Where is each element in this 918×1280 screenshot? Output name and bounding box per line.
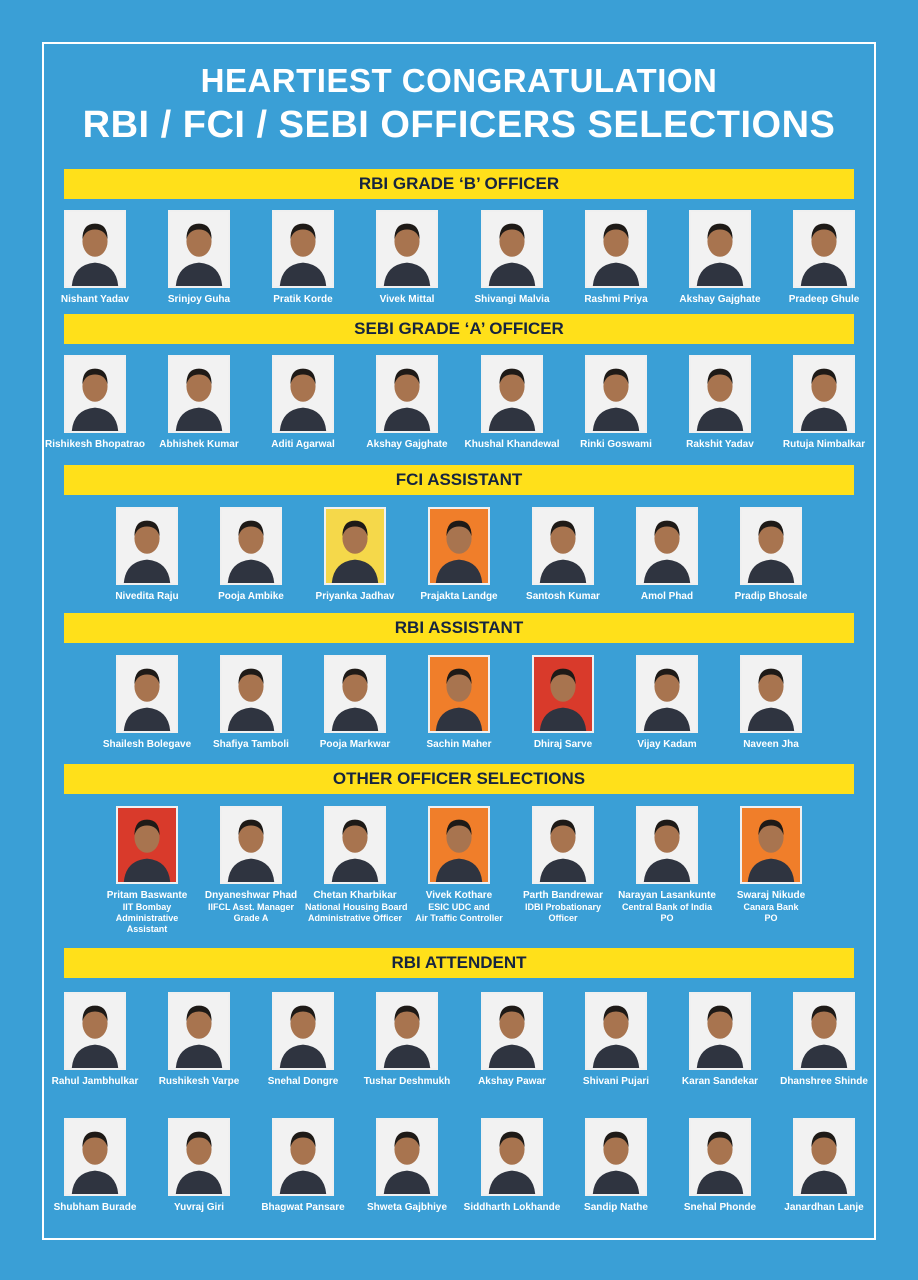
candidate-photo — [64, 355, 126, 433]
section-banner: SEBI GRADE ‘A’ OFFICER — [64, 314, 854, 344]
candidate-photo — [116, 507, 178, 585]
candidate-name: Akshay Pawar — [478, 1076, 546, 1087]
selected-candidate — [357, 1118, 457, 1214]
candidate-designation: Officer — [548, 913, 578, 923]
section-banner: FCI ASSISTANT — [64, 465, 854, 495]
candidate-photo — [116, 655, 178, 733]
candidate-name: Vivek Mittal — [379, 294, 435, 305]
candidate-photo — [689, 992, 751, 1070]
selected-candidate — [253, 992, 353, 1088]
candidate-name: Rishikesh Bhopatrao — [45, 439, 146, 450]
candidate-photo — [793, 355, 855, 433]
candidate-photo — [220, 806, 282, 884]
selected-candidate — [97, 655, 197, 751]
candidate-name: Shivangi Malvia — [474, 294, 550, 305]
candidate-name: Narayan Lasankunte — [618, 890, 716, 901]
selected-candidate — [45, 992, 145, 1088]
candidate-name: Pooja Ambike — [218, 591, 284, 602]
candidate-designation: Grade A — [233, 913, 269, 923]
selected-candidate — [462, 992, 562, 1088]
candidate-photo — [689, 355, 751, 433]
candidate-designation: Canara Bank — [743, 902, 799, 912]
selected-candidate — [721, 507, 821, 603]
candidate-name: Sachin Maher — [426, 739, 492, 750]
poster-subheading: RBI / FCI / SEBI OFFICERS SELECTIONS — [82, 104, 836, 146]
candidate-name: Nishant Yadav — [60, 294, 130, 305]
selected-candidate — [305, 507, 405, 603]
candidate-name: Shubham Burade — [53, 1202, 137, 1213]
candidate-photo — [636, 655, 698, 733]
candidate-photo — [168, 355, 230, 433]
candidate-designation: Assistant — [126, 924, 168, 934]
candidate-name: Pritam Baswante — [106, 890, 188, 901]
selected-candidate — [721, 655, 821, 751]
candidate-name: Parth Bandrewar — [522, 890, 604, 901]
candidate-name: Khushal Khandewal — [464, 439, 560, 450]
candidate-name: Bhagwat Pansare — [261, 1202, 345, 1213]
candidate-designation: ESIC UDC and — [428, 902, 490, 912]
candidate-photo — [168, 1118, 230, 1196]
selected-candidate — [409, 507, 509, 603]
candidate-photo — [376, 1118, 438, 1196]
selected-candidate — [774, 355, 874, 451]
candidate-photo — [64, 992, 126, 1070]
candidate-photo — [428, 507, 490, 585]
candidate-photo — [636, 507, 698, 585]
candidate-photo — [532, 507, 594, 585]
candidate-name: Shivani Pujari — [582, 1076, 650, 1087]
candidate-designation: Air Traffic Controller — [415, 913, 503, 923]
candidate-name: Swaraj Nikude — [736, 890, 806, 901]
candidate-photo — [272, 210, 334, 288]
selected-candidate — [45, 355, 145, 451]
candidate-name: Shailesh Bolegave — [102, 739, 192, 750]
selected-candidate — [774, 1118, 874, 1214]
selected-candidate — [721, 806, 821, 924]
candidate-photo — [376, 992, 438, 1070]
section-banner: RBI ATTENDENT — [64, 948, 854, 978]
candidate-photo — [532, 806, 594, 884]
candidate-designation: PO — [660, 913, 674, 923]
selected-candidate — [513, 806, 613, 924]
selected-candidate — [774, 992, 874, 1088]
candidate-photo — [272, 992, 334, 1070]
candidate-name: Snehal Dongre — [267, 1076, 339, 1087]
selected-candidate — [670, 1118, 770, 1214]
selected-candidate — [670, 210, 770, 306]
candidate-photo — [64, 210, 126, 288]
candidate-name: Shafiya Tamboli — [213, 739, 289, 750]
candidate-name: Akshay Gajghate — [366, 439, 448, 450]
candidate-photo — [636, 806, 698, 884]
candidate-designation: Central Bank of India — [621, 902, 712, 912]
candidate-designation: IDBI Probationary — [524, 902, 601, 912]
candidate-photo — [481, 1118, 543, 1196]
candidate-photo — [428, 655, 490, 733]
candidate-photo — [428, 806, 490, 884]
selected-candidate — [617, 655, 717, 751]
candidate-designation: PO — [764, 913, 778, 923]
section-banner: RBI ASSISTANT — [64, 613, 854, 643]
candidate-photo — [793, 210, 855, 288]
candidate-photo — [168, 992, 230, 1070]
candidate-photo — [585, 355, 647, 433]
selected-candidate — [566, 1118, 666, 1214]
candidate-photo — [532, 655, 594, 733]
selected-candidate — [357, 355, 457, 451]
candidate-photo — [793, 992, 855, 1070]
candidate-photo — [168, 210, 230, 288]
candidate-name: Vivek Kothare — [425, 890, 493, 901]
selected-candidate — [149, 355, 249, 451]
candidate-name: Nivedita Raju — [115, 591, 179, 602]
selected-candidate — [513, 507, 613, 603]
candidate-name: Rahul Jambhulkar — [51, 1076, 139, 1087]
candidate-photo — [376, 210, 438, 288]
selected-candidate — [201, 507, 301, 603]
candidate-photo — [64, 1118, 126, 1196]
candidate-designation: IIFCL Asst. Manager — [207, 902, 295, 912]
candidate-photo — [740, 507, 802, 585]
candidate-photo — [220, 655, 282, 733]
candidate-name: Akshay Gajghate — [679, 294, 761, 305]
candidate-name: Snehal Phonde — [683, 1202, 757, 1213]
candidate-name: Rashmi Priya — [584, 294, 648, 305]
candidate-photo — [220, 507, 282, 585]
selected-candidate — [566, 992, 666, 1088]
candidate-photo — [376, 355, 438, 433]
selected-candidate — [201, 655, 301, 751]
candidate-name: Yuvraj Giri — [173, 1202, 225, 1213]
candidate-name: Chetan Kharbikar — [313, 890, 397, 901]
candidate-name: Amol Phad — [640, 591, 694, 602]
selected-candidate — [462, 210, 562, 306]
candidate-name: Siddharth Lokhande — [463, 1202, 561, 1213]
selected-candidate — [97, 507, 197, 603]
candidate-name: Sandip Nathe — [584, 1202, 648, 1213]
candidate-name: Rinki Goswami — [580, 439, 652, 450]
candidate-name: Dnyaneshwar Phad — [204, 890, 298, 901]
selected-candidate — [305, 655, 405, 751]
candidate-designation: Administrative — [115, 913, 179, 923]
selected-candidate — [305, 806, 408, 924]
candidate-photo — [740, 806, 802, 884]
selected-candidate — [566, 210, 666, 306]
candidate-name: Naveen Jha — [743, 739, 799, 750]
candidate-name: Karan Sandekar — [681, 1076, 759, 1087]
candidate-photo — [689, 210, 751, 288]
selected-candidate — [149, 210, 249, 306]
candidate-photo — [116, 806, 178, 884]
candidate-photo — [324, 806, 386, 884]
section-banner: OTHER OFFICER SELECTIONS — [64, 764, 854, 794]
selected-candidate — [253, 210, 353, 306]
candidate-name: Rushikesh Varpe — [158, 1076, 240, 1087]
selected-candidate — [253, 355, 353, 451]
candidate-photo — [585, 1118, 647, 1196]
selected-candidate — [462, 1118, 562, 1214]
candidate-name: Rakshit Yadav — [686, 439, 754, 450]
candidate-photo — [272, 1118, 334, 1196]
candidate-photo — [324, 507, 386, 585]
candidate-name: Pradip Bhosale — [734, 591, 808, 602]
candidate-photo — [793, 1118, 855, 1196]
candidate-name: Pratik Korde — [273, 294, 333, 305]
candidate-photo — [481, 992, 543, 1070]
selected-candidate — [357, 992, 457, 1088]
candidate-name: Shweta Gajbhiye — [366, 1202, 448, 1213]
selected-candidate — [357, 210, 457, 306]
candidate-photo — [324, 655, 386, 733]
candidate-name: Abhishek Kumar — [159, 439, 239, 450]
selected-candidate — [409, 655, 509, 751]
selected-candidate — [409, 806, 509, 924]
selected-candidate — [201, 806, 301, 924]
candidate-name: Prajakta Landge — [420, 591, 498, 602]
selected-candidate — [149, 1118, 249, 1214]
selected-candidate — [617, 507, 717, 603]
candidate-photo — [740, 655, 802, 733]
candidate-name: Vijay Kadam — [637, 739, 697, 750]
candidate-name: Pradeep Ghule — [788, 294, 860, 305]
candidate-photo — [481, 210, 543, 288]
candidate-photo — [585, 992, 647, 1070]
selected-candidate — [566, 355, 666, 451]
candidate-name: Tushar Deshmukh — [363, 1076, 451, 1087]
selected-candidate — [45, 210, 145, 306]
selected-candidate — [670, 355, 770, 451]
selected-candidate — [670, 992, 770, 1088]
selected-candidate — [774, 210, 874, 306]
candidate-designation: Administrative Officer — [307, 913, 403, 923]
candidate-name: Dhanshree Shinde — [780, 1076, 868, 1087]
candidate-photo — [481, 355, 543, 433]
candidate-designation: National Housing Board — [305, 902, 408, 912]
selected-candidate — [45, 1118, 145, 1214]
poster-heading: HEARTIEST CONGRATULATION — [200, 62, 718, 99]
candidate-name: Pooja Markwar — [319, 739, 391, 750]
selected-candidate — [97, 806, 197, 935]
selected-candidate — [617, 806, 717, 924]
candidate-photo — [585, 210, 647, 288]
selected-candidate — [513, 655, 613, 751]
candidate-name: Dhiraj Sarve — [533, 739, 593, 750]
candidate-photo — [689, 1118, 751, 1196]
selected-candidate — [462, 355, 562, 451]
candidate-photo — [272, 355, 334, 433]
candidate-designation: IIT Bombay — [122, 902, 172, 912]
section-banner: RBI GRADE ‘B’ OFFICER — [64, 169, 854, 199]
candidate-name: Priyanka Jadhav — [315, 591, 395, 602]
selected-candidate — [253, 1118, 353, 1214]
candidate-name: Rutuja Nimbalkar — [782, 439, 866, 450]
candidate-name: Srinjoy Guha — [167, 294, 231, 305]
candidate-name: Santosh Kumar — [526, 591, 600, 602]
candidate-name: Aditi Agarwal — [271, 439, 335, 450]
selected-candidate — [149, 992, 249, 1088]
candidate-name: Janardhan Lanje — [784, 1202, 864, 1213]
